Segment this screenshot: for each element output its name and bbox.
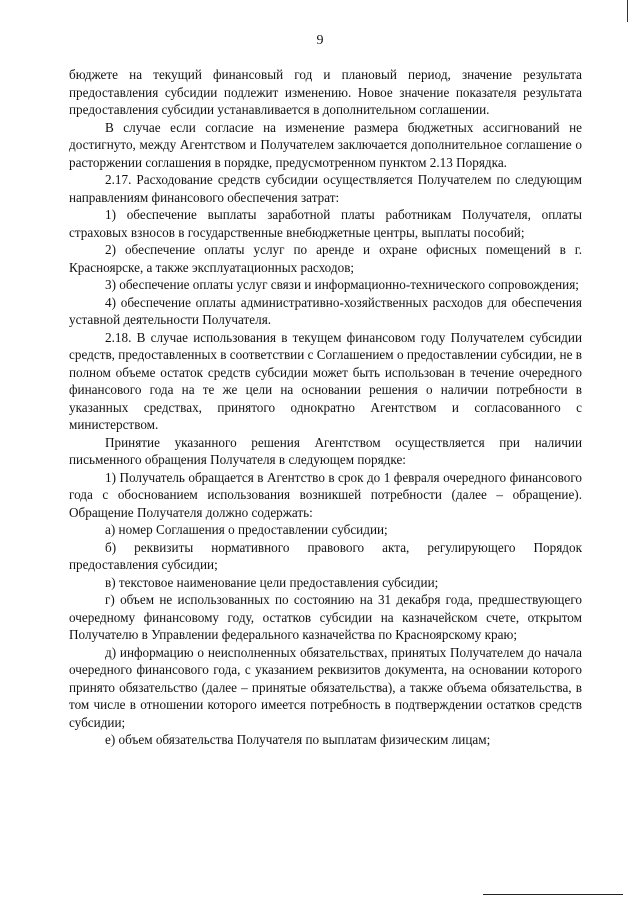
paragraph-continuation: бюджете на текущий финансовый год и плановый период, значение результата предоставления субсидии подлежит изменению. Новое значение показателя результата предоставления субсидии устанавливается в дополнительном соглашении.: [69, 67, 582, 117]
scan-edge-mark: [627, 0, 628, 22]
list-item: 2) обеспечение оплаты услуг по аренде и охране офисных помещений в г. Красноярске, а также эксплуатационных расходов;: [69, 242, 582, 275]
sub-list-item: б) реквизиты нормативного правового акта, регулирующего Порядок предоставления субсидии;: [69, 539, 582, 572]
sub-list-item: а) номер Соглашения о предоставлении субсидии;: [105, 522, 388, 537]
footer-rule: [483, 894, 623, 895]
list-item: 1) Получатель обращается в Агентство в срок до 1 февраля очередного финансового года с обоснованием использования возникшей потребности (далее – обращение). Обращение Получателя должно содержать:: [69, 469, 582, 520]
paragraph-clause-2-18: 2.18. В случае использования в текущем финансовом году Получателем субсидии средств, предоставленных в соответствии с Соглашением о предоставлении субсидии, не в полном объеме остаток средств субсидии может быть использован в течение очередного финансового года на те же цели на основании решения о наличии потребности в указанных средствах, принятого однократно Агентством и согласованного с министерством.: [69, 329, 582, 432]
sub-list-item: д) информацию о неисполненных обязательствах, принятых Получателем до начала очередного финансового года, с указанием реквизитов документа, на основании которого принято обязательство (далее – принятые обязательства), а также объема обязательства, в том числе в отношении которого имеется потребность в подтверждении остатков средств субсидии;: [69, 644, 582, 730]
sub-list-item: г) объем не использованных по состоянию на 31 декабря года, предшествующего очередному финансовому году, остатков субсидии на казначейском счете, открытом Получателю в Управлении федерального казначейства по Красноярскому краю;: [69, 592, 582, 642]
paragraph: Принятие указанного решения Агентством осуществляется при наличии письменного обращения Получателя в следующем порядке:: [69, 434, 582, 467]
sub-list-item: е) объем обязательства Получателя по выплатам физическим лицам;: [105, 732, 491, 747]
list-item: 3) обеспечение оплаты услуг связи и информационно-технического сопровождения;: [105, 277, 579, 292]
list-item: 4) обеспечение оплаты административно-хозяйственных расходов для обеспечения уставной деятельности Получателя.: [69, 294, 582, 327]
document-body: [69, 66, 582, 749]
page-number: 9: [316, 33, 324, 48]
sub-list-item: в) текстовое наименование цели предоставления субсидии;: [105, 574, 439, 590]
list-item: 1) обеспечение выплаты заработной платы работникам Получателя, оплаты страховых взносов в государственные внебюджетные центры, выплаты пособий;: [69, 207, 582, 240]
paragraph: В случае если согласие на изменение размера бюджетных ассигнований не достигнуто, между Агентством и Получателем заключается дополнительное соглашение о расторжении соглашения в порядке, предусмотренном пунктом 2.13 Порядка.: [69, 119, 582, 170]
paragraph-clause-2-17: 2.17. Расходование средств субсидии осуществляется Получателем по следующим направлениям финансового обеспечения затрат:: [69, 172, 582, 205]
